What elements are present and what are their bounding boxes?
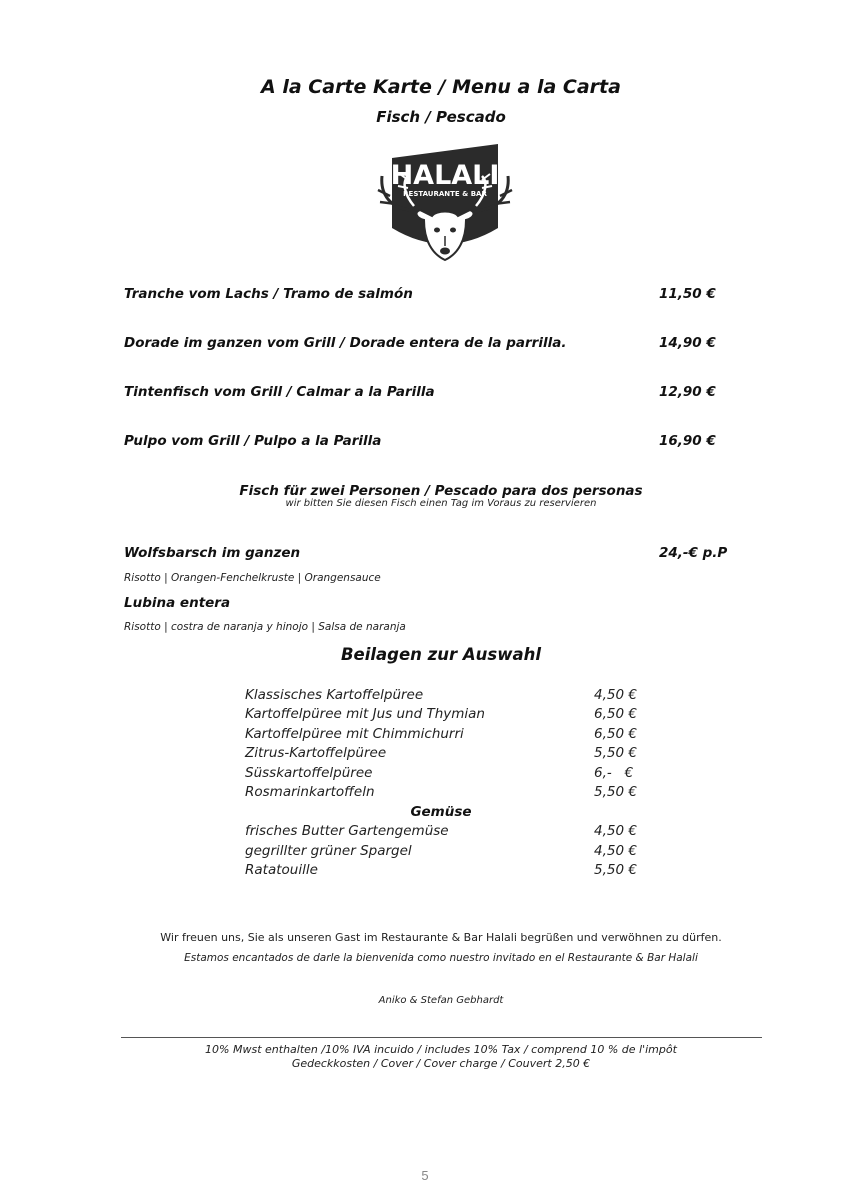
cover-charge-note: Gedeckkosten / Cover / Cover charge / Couvert 2,50 € [291,1057,591,1070]
side-item-name: Rosmarinkartoffeln [245,784,375,800]
for-two-title: Fisch für zwei Personen / Pescado para dos personas [239,483,643,499]
side-item-name: Ratatouille [245,862,318,878]
page-number: 5 [421,1168,429,1183]
side-item-price: 4,50 € [594,687,637,703]
side-item-price: 5,50 € [594,784,637,800]
owners-signature: Aniko & Stefan Gebhardt [378,995,504,1006]
dish-price: 16,90 € [659,433,716,449]
page-title: A la Carte Karte / Menu a la Carta [261,76,621,98]
sides-title: Beilagen zur Auswahl [340,645,542,664]
side-item-price: 5,50 € [594,862,637,878]
side-item-price: 4,50 € [594,823,637,839]
side-item-name: Süsskartoffelpüree [245,765,373,781]
side-item-price: 6,50 € [594,726,637,742]
for-two-desc-de: Risotto | Orangen-Fenchelkruste | Orangensauce [124,572,381,584]
dish-name: Tranche vom Lachs / Tramo de salmón [124,286,413,302]
footer-divider [121,1037,762,1038]
side-item-name: Kartoffelpüree mit Chimmichurri [245,726,464,742]
side-item-price: 5,50 € [594,745,637,761]
side-item-name: Kartoffelpüree mit Jus und Thymian [245,706,485,722]
dish-price: 11,50 € [659,286,716,302]
dish-name: Tintenfisch vom Grill / Calmar a la Parilla [124,384,435,400]
side-item-name: Zitrus-Kartoffelpüree [245,745,387,761]
logo-name: HALALI [390,160,500,191]
welcome-text-es: Estamos encantados de darle la bienvenida como nuestro invitado en el Restaurante & Bar Halali [184,952,698,964]
for-two-desc-es: Risotto | costra de naranja y hinojo | Salsa de naranja [124,621,406,633]
side-item-price: 4,50 € [594,843,637,859]
for-two-dish-de: Wolfsbarsch im ganzen [124,545,301,561]
dish-price: 12,90 € [659,384,716,400]
side-item-price: 6,50 € [594,706,637,722]
dish-name: Pulpo vom Grill / Pulpo a la Parilla [124,433,382,449]
halali-logo [374,136,516,270]
vegetables-title: Gemüse [410,804,472,820]
welcome-text-de: Wir freuen uns, Sie als unseren Gast im Restaurante & Bar Halali begrüßen und verwöhnen zu dürfen. [160,931,722,944]
side-item-price: 6,- € [594,765,634,781]
dish-name: Dorade im ganzen vom Grill / Dorade entera de la parrilla. [124,335,567,351]
page-subtitle: Fisch / Pescado [376,108,506,126]
side-item-name: gegrillter grüner Spargel [245,843,412,859]
dish-price: 14,90 € [659,335,716,351]
for-two-price: 24,-€ p.P [659,545,728,561]
tax-note: 10% Mwst enthalten /10% IVA incuido / includes 10% Tax / comprend 10 % de l'impôt [205,1043,677,1056]
for-two-dish-es: Lubina entera [124,595,231,611]
side-item-name: frisches Butter Gartengemüse [245,823,449,839]
side-item-name: Klassisches Kartoffelpüree [245,687,424,703]
logo-tagline: RESTAURANTE & BAR [403,190,487,198]
for-two-note: wir bitten Sie diesen Fisch einen Tag im Voraus zu reservieren [285,498,597,509]
